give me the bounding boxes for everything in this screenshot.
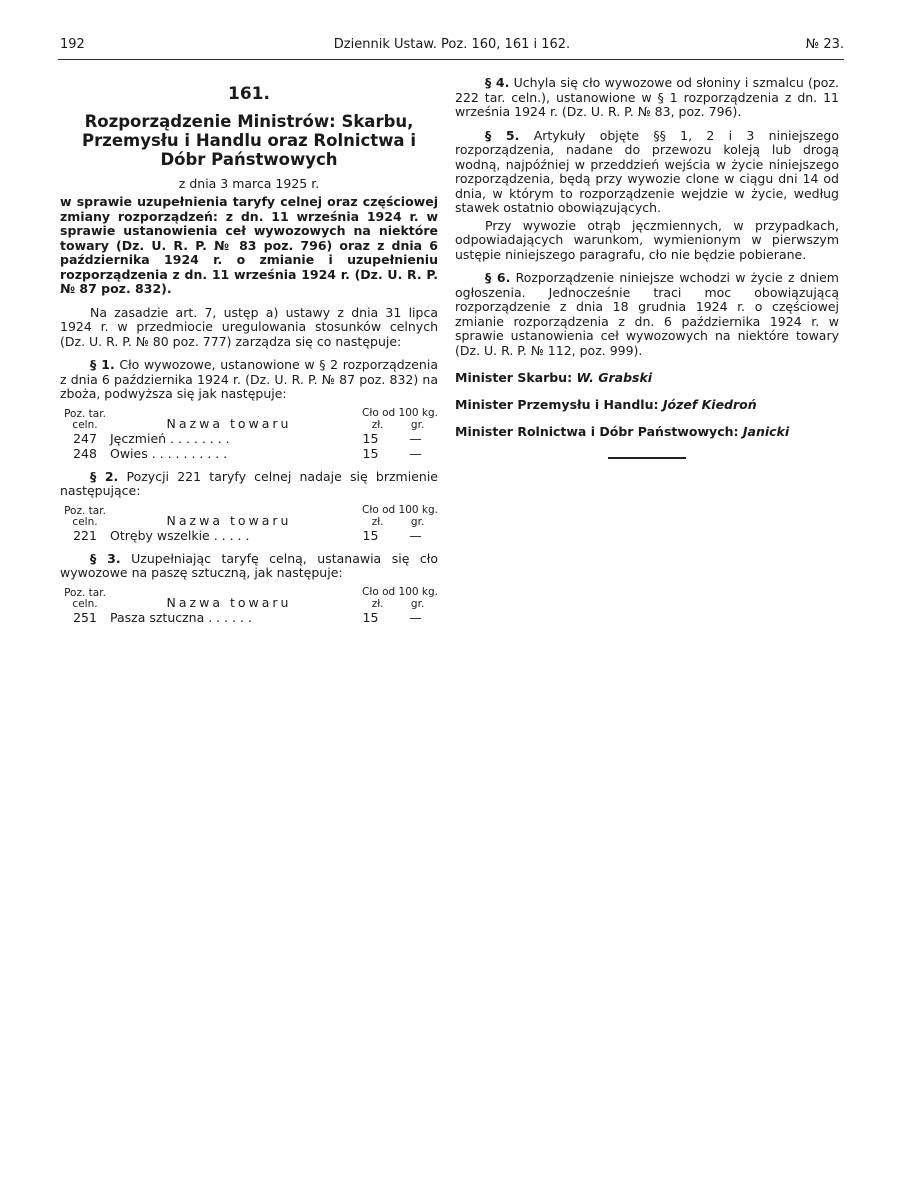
page-number: 192	[60, 37, 85, 52]
col-duty-header: Cło od 100 kg. zł. gr.	[362, 406, 438, 431]
section-4-label: § 4.	[485, 75, 510, 90]
journal-title: Dziennik Ustaw. Poz. 160, 161 i 162.	[333, 37, 571, 52]
table-row: 221 Otręby wszelkie . . . . . 15 —	[73, 527, 422, 543]
signature-name: W. Grabski	[576, 370, 653, 385]
section-4-text: Uchyla się cło wywozowe od słoniny i szmalcu (poz. 222 tar. celn.), ustanowione w § 1 rozporządzenia z dn. 11 września 1924 r. (Dz. U. R. P. № 83, poz. 796).	[455, 75, 839, 119]
section-2-text: Pozycji 221 taryfy celnej nadaje się brzmienie następujące:	[60, 468, 438, 498]
col-pos-header: Poz. tar. celn.	[64, 407, 106, 431]
col-name-header: Nazwa towaru	[166, 512, 292, 528]
section-1-text: Cło wywozowe, ustanowione w § 2 rozporządzenia z dnia 6 października 1924 r. (Dz. U. R. P. № 87 poz. 832) na zboża, podwyższa się jak następuje:	[60, 357, 438, 401]
section-1-label: § 1.	[90, 357, 115, 372]
section-3-text: Uzupełniając taryfę celną, ustanawia się cło wywozowe na paszę sztuczną, jak następuje:	[60, 550, 438, 580]
tariff-table-2	[60, 504, 438, 543]
signature-name: Józef Kiedroń	[662, 397, 757, 412]
signature-2: Minister Przemysłu i Handlu: Józef Kiedroń	[455, 397, 757, 412]
section-3-label: § 3.	[90, 550, 121, 566]
section-5-paragraph-2: Przy wywozie otrąb jęczmiennych, w przypadkach, odpowiadających warunkom, wymienionym w pierwszym ustępie niniejszego paragrafu, cło nie będzie pobierane.	[455, 217, 839, 262]
signature-3: Minister Rolnictwa i Dóbr Państwowych: Janicki	[455, 424, 790, 439]
section-1	[60, 358, 438, 402]
signature-1: Minister Skarbu: W. Grabski	[455, 370, 653, 385]
table-row: 247 Jęczmień . . . . . . . . 15 —	[73, 430, 422, 446]
table-row: 251 Pasza sztuczna . . . . . . 15 —	[73, 609, 422, 625]
decree-subject: w sprawie uzupełnienia taryfy celnej oraz częściowej zmiany rozporządzeń: z dn. 11 września 1924 r. w sprawie ustanowienia ceł wywozowych na niektóre towary (Dz. U. R. P. № 83 poz. 796) oraz z dnia 6 października 1924 r. o zmianie i uzupełnieniu rozporządzenia z dn. 11 września 1924 r. (Dz. U. R. P. № 87 poz. 832).	[60, 194, 438, 296]
right-column	[455, 72, 839, 459]
col-name-header: Nazwa towaru	[166, 415, 292, 431]
decree-number: 161.	[228, 84, 270, 104]
section-5-label: § 5.	[485, 127, 520, 143]
end-rule	[608, 457, 686, 459]
decree-intro: Na zasadzie art. 7, ustęp a) ustawy z dnia 31 lipca 1924 r. w przedmiocie uregulowania stosunków celnych (Dz. U. R. P. № 80 poz. 777) zarządza się co następuje:	[60, 304, 438, 349]
section-3	[60, 552, 438, 581]
left-column	[60, 72, 438, 625]
decree-date: z dnia 3 marca 1925 r.	[178, 176, 320, 191]
section-5	[455, 129, 839, 216]
decree-title: Rozporządzenie Ministrów: Skarbu, Przemysłu i Handlu oraz Rolnictwa i Dóbr Państwowych	[82, 112, 416, 169]
section-4	[455, 76, 839, 120]
tariff-table-1	[60, 407, 438, 461]
page-header	[60, 37, 844, 57]
col-pos-header: Poz. tar. celn.	[64, 504, 106, 528]
col-pos-header: Poz. tar. celn.	[64, 586, 106, 610]
col-name-header: Nazwa towaru	[166, 594, 292, 610]
section-6-text: Rozporządzenie niniejsze wchodzi w życie z dniem ogłoszenia. Jednocześnie traci moc obowiązującą rozporządzenie z dnia 18 grudnia 1924 r. o częściowej zmianie rozporządzenia z dn. 6 października 1924 r. w sprawie ustanowienia ceł wywozowych na niektóre towary (Dz. U. R. P. № 112, poz. 999).	[455, 270, 839, 358]
section-6	[455, 271, 839, 358]
signature-name: Janicki	[742, 424, 790, 439]
col-duty-header: Cło od 100 kg. zł. gr.	[362, 585, 438, 610]
section-5-text: Artykuły objęte §§ 1, 2 i 3 niniejszego rozporządzenia, nadane do przewozu koleją lub drogą wodną, najpóźniej w przeddzień wejścia w życie niniejszego rozporządzenia, będą przy wywozie clone w ciągu dni 14 od dnia, w którym to rozporządzenie wejdzie w życie, według stawek ostatnio obowiązujących.	[455, 127, 839, 215]
table-row: 248 Owies . . . . . . . . . . 15 —	[73, 445, 422, 461]
issue-number: № 23.	[805, 37, 844, 52]
col-duty-header: Cło od 100 kg. zł. gr.	[362, 503, 438, 528]
section-2	[60, 470, 438, 499]
header-rule	[58, 59, 844, 60]
section-2-label: § 2.	[90, 468, 119, 484]
section-6-label: § 6.	[485, 270, 511, 285]
tariff-table-3	[60, 586, 438, 625]
